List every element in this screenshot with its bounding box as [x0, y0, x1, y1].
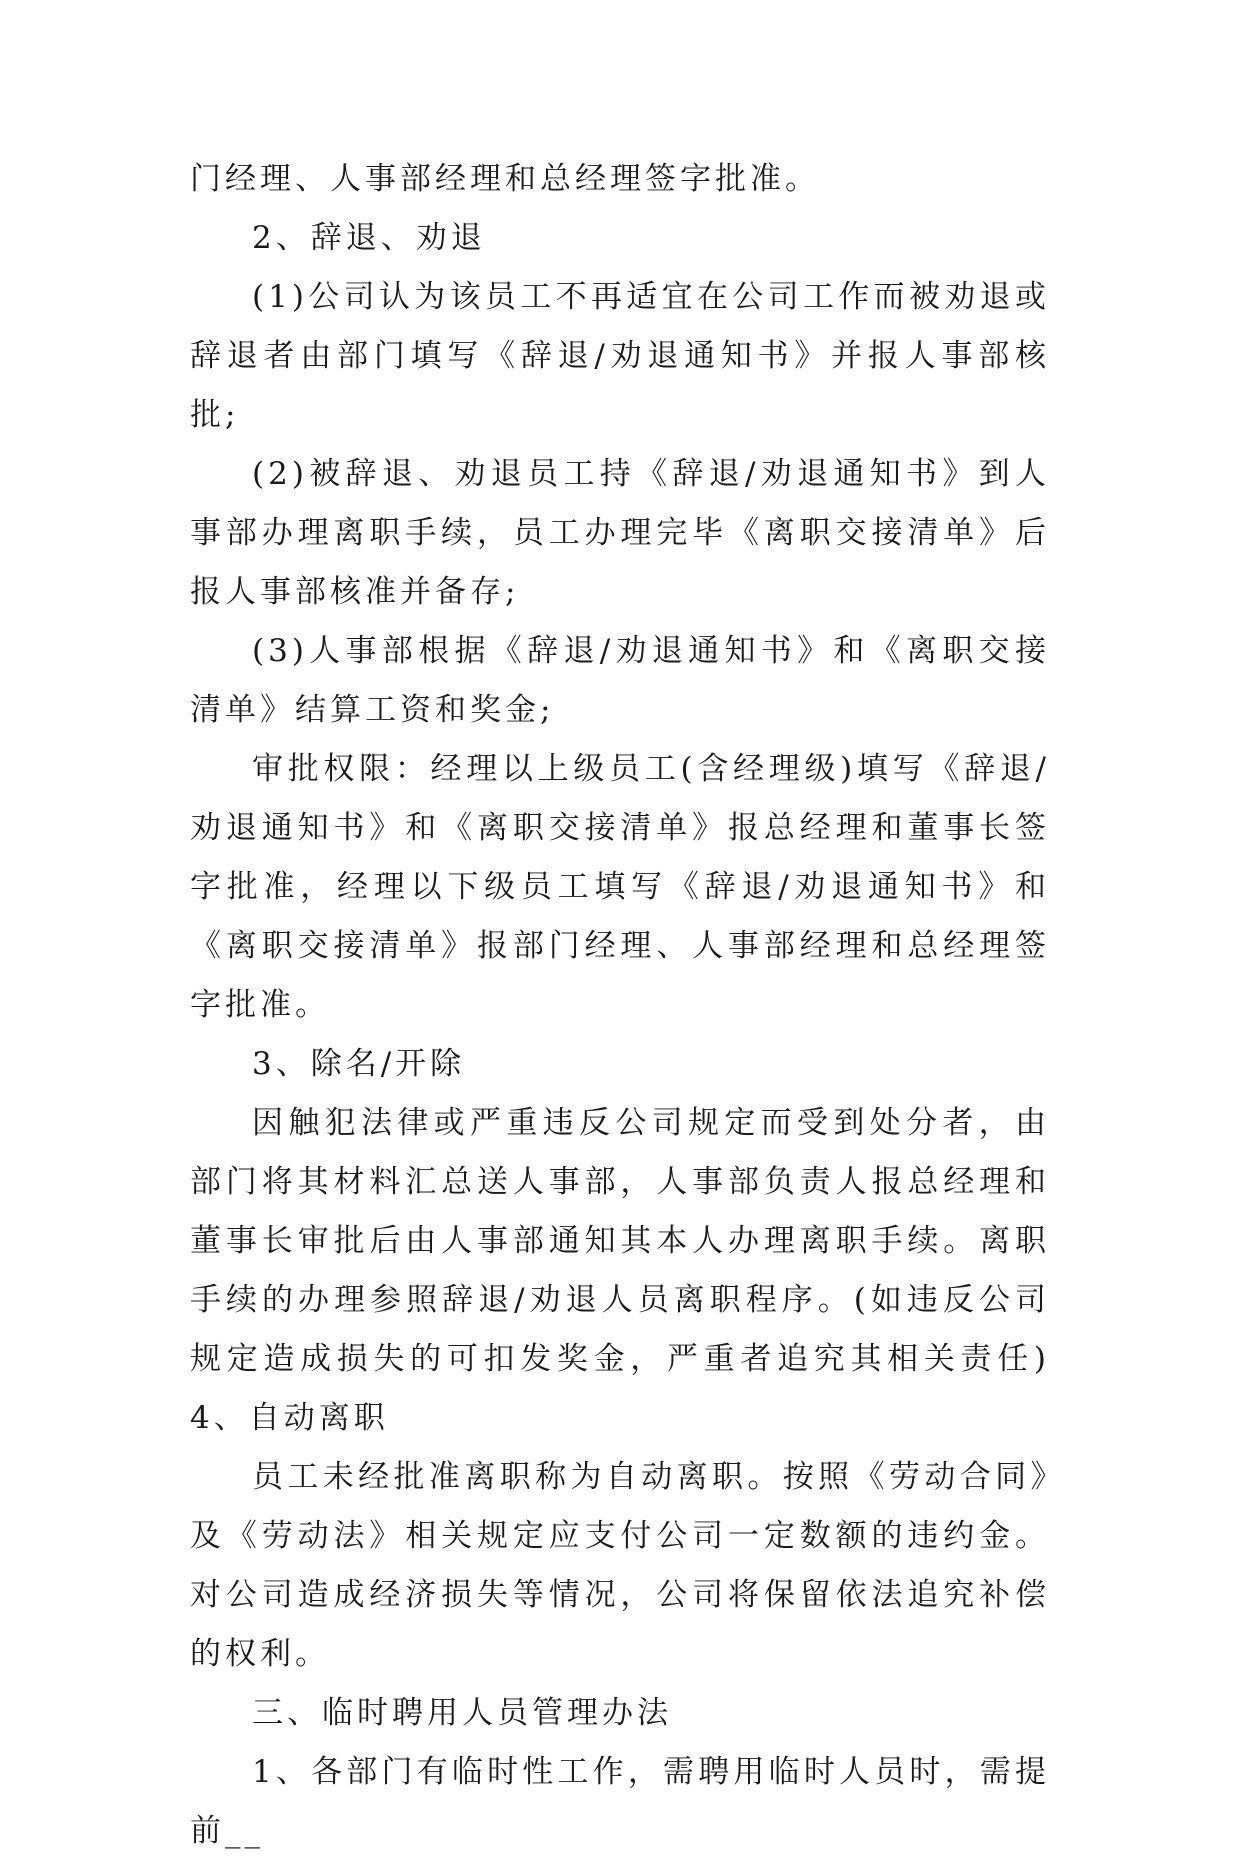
paragraph-expulsion: 因触犯法律或严重违反公司规定而受到处分者，由部门将其材料汇总送人事部，人事部负责人报总经理和董事长审批后由人事部通知其本人办理离职手续。离职手续的办理参照辞退/劝退人员离职程序。(如违反公司规定造成损失的可扣发奖金，严重者追究其相关责任) 4、自动离职	[190, 1105, 1050, 1436]
document-body	[190, 150, 1050, 1861]
paragraph-approval-authority: 审批权限：经理以上级员工(含经理级)填写《辞退/劝退通知书》和《离职交接清单》报总经理和董事长签字批准，经理以下级员工填写《辞退/劝退通知书》和《离职交接清单》报部门经理、人事部经理和总经理签字批准。	[190, 751, 1050, 1023]
section-heading-dismissal: 2、辞退、劝退	[252, 220, 486, 256]
section-heading-temporary-staff: 三、临时聘用人员管理办法	[252, 1695, 672, 1731]
paragraph-item-2: (2)被辞退、劝退员工持《辞退/劝退通知书》到人事部办理离职手续，员工办理完毕《离职交接清单》后报人事部核准并备存;	[190, 456, 1050, 610]
paragraph-self-resignation: 员工未经批准离职称为自动离职。按照《劳动合同》及《劳动法》相关规定应支付公司一定数额的违约金。对公司造成经济损失等情况，公司将保留依法追究补偿的权利。	[190, 1459, 1050, 1672]
paragraph-item-1: (1)公司认为该员工不再适宜在公司工作而被劝退或辞退者由部门填写《辞退/劝退通知书》并报人事部核批;	[190, 279, 1050, 433]
paragraph-continuation: 门经理、人事部经理和总经理签字批准。	[190, 161, 820, 197]
paragraph-temporary-staff-1: 1、各部门有临时性工作，需聘用临时人员时，需提前__	[190, 1754, 1050, 1849]
paragraph-item-3: (3)人事部根据《辞退/劝退通知书》和《离职交接清单》结算工资和奖金;	[190, 633, 1050, 728]
section-heading-expulsion: 3、除名/开除	[252, 1046, 466, 1082]
